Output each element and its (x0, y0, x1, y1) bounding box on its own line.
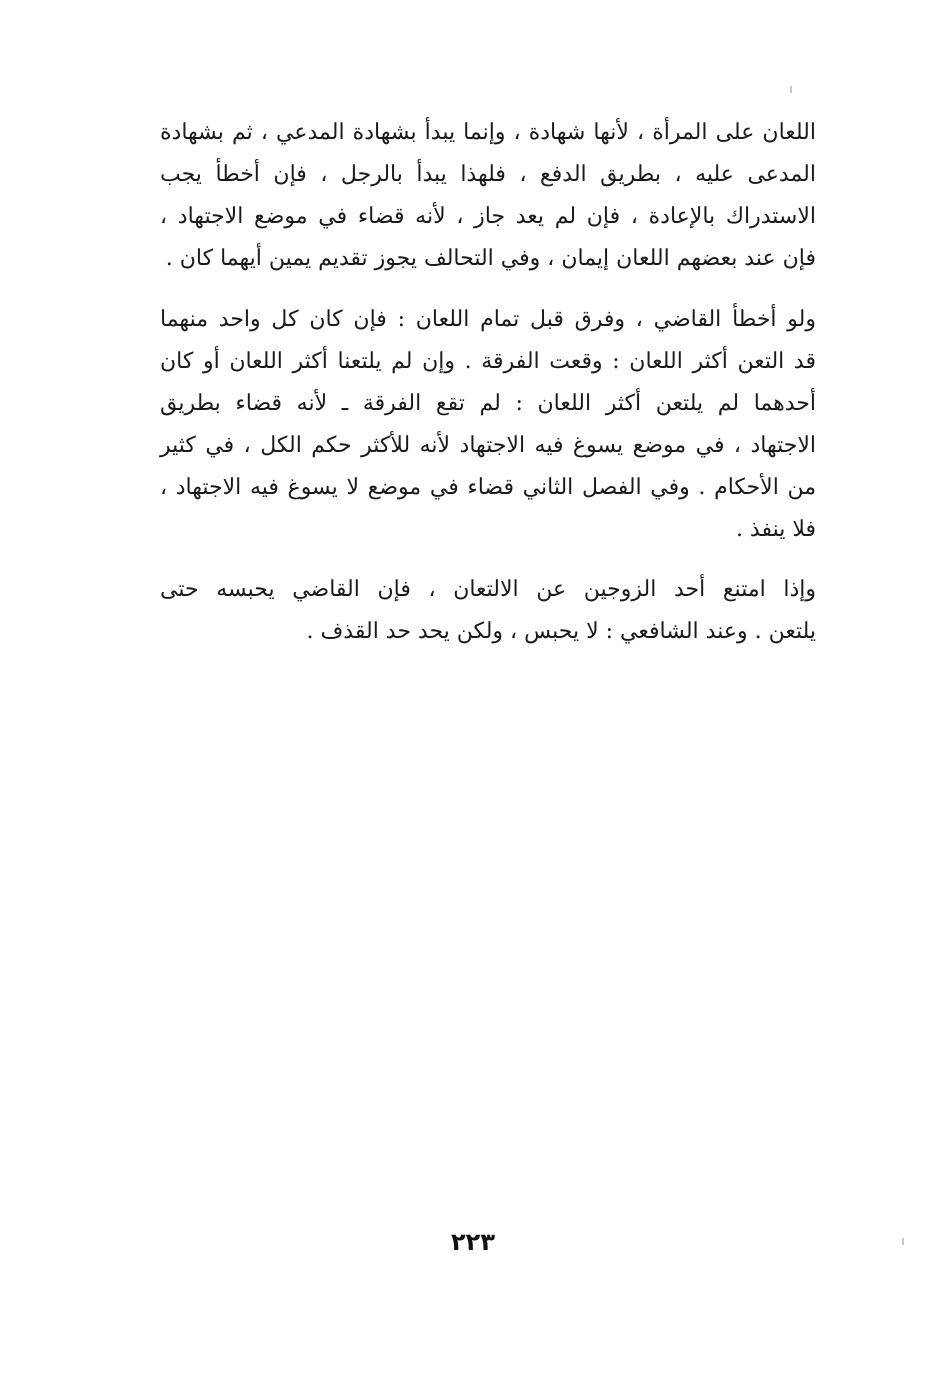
text-line: ولو أخطأ القاضي ، وفرق قبل تمام اللعان : فإن كان كل واحد منهما (160, 307, 816, 332)
text-line: فإن عند بعضهم اللعان إيمان ، وفي التحالف يجوز تقديم يمين أيهما كان . (165, 246, 816, 271)
text-line: أحدهما لم يلتعن أكثر اللعان : لم تقع الفرقة ـ لأنه قضاء بطريق (160, 391, 816, 416)
text-line: من الأحكام . وفي الفصل الثاني قضاء في موضع لا يسوغ فيه الاجتهاد ، (160, 475, 816, 500)
text-line: اللعان على المرأة ، لأنها شهادة ، وإنما يبدأ بشهادة المدعي ، ثم بشهادة (160, 120, 816, 145)
text-line: وإذا امتنع أحد الزوجين عن الالتعان ، فإن القاضي يحبسه حتى (160, 577, 816, 602)
paragraph-3 (160, 569, 816, 653)
paragraph-1 (160, 112, 816, 280)
text-line: فلا ينفذ . (735, 517, 816, 542)
text-line: المدعى عليه ، بطريق الدفع ، فلهذا يبدأ بالرجل ، فإن أخطأ يجب (160, 162, 816, 187)
text-line: الاستدراك بالإعادة ، فإن لم يعد جاز ، لأنه قضاء في موضع الاجتهاد ، (160, 204, 816, 229)
text-line: الاجتهاد ، في موضع يسوغ فيه الاجتهاد لأنه للأكثر حكم الكل ، في كثير (160, 433, 816, 458)
text-line: يلتعن . وعند الشافعي : لا يحبس ، ولكن يحد حد القذف . (306, 619, 816, 644)
paragraph-2 (160, 299, 816, 551)
text-line: قد التعن أكثر اللعان : وقعت الفرقة . وإن لم يلتعنا أكثر اللعان أو كان (160, 349, 816, 374)
page-number: ٢٢٣ (451, 1228, 495, 1256)
scan-speck (790, 86, 792, 93)
